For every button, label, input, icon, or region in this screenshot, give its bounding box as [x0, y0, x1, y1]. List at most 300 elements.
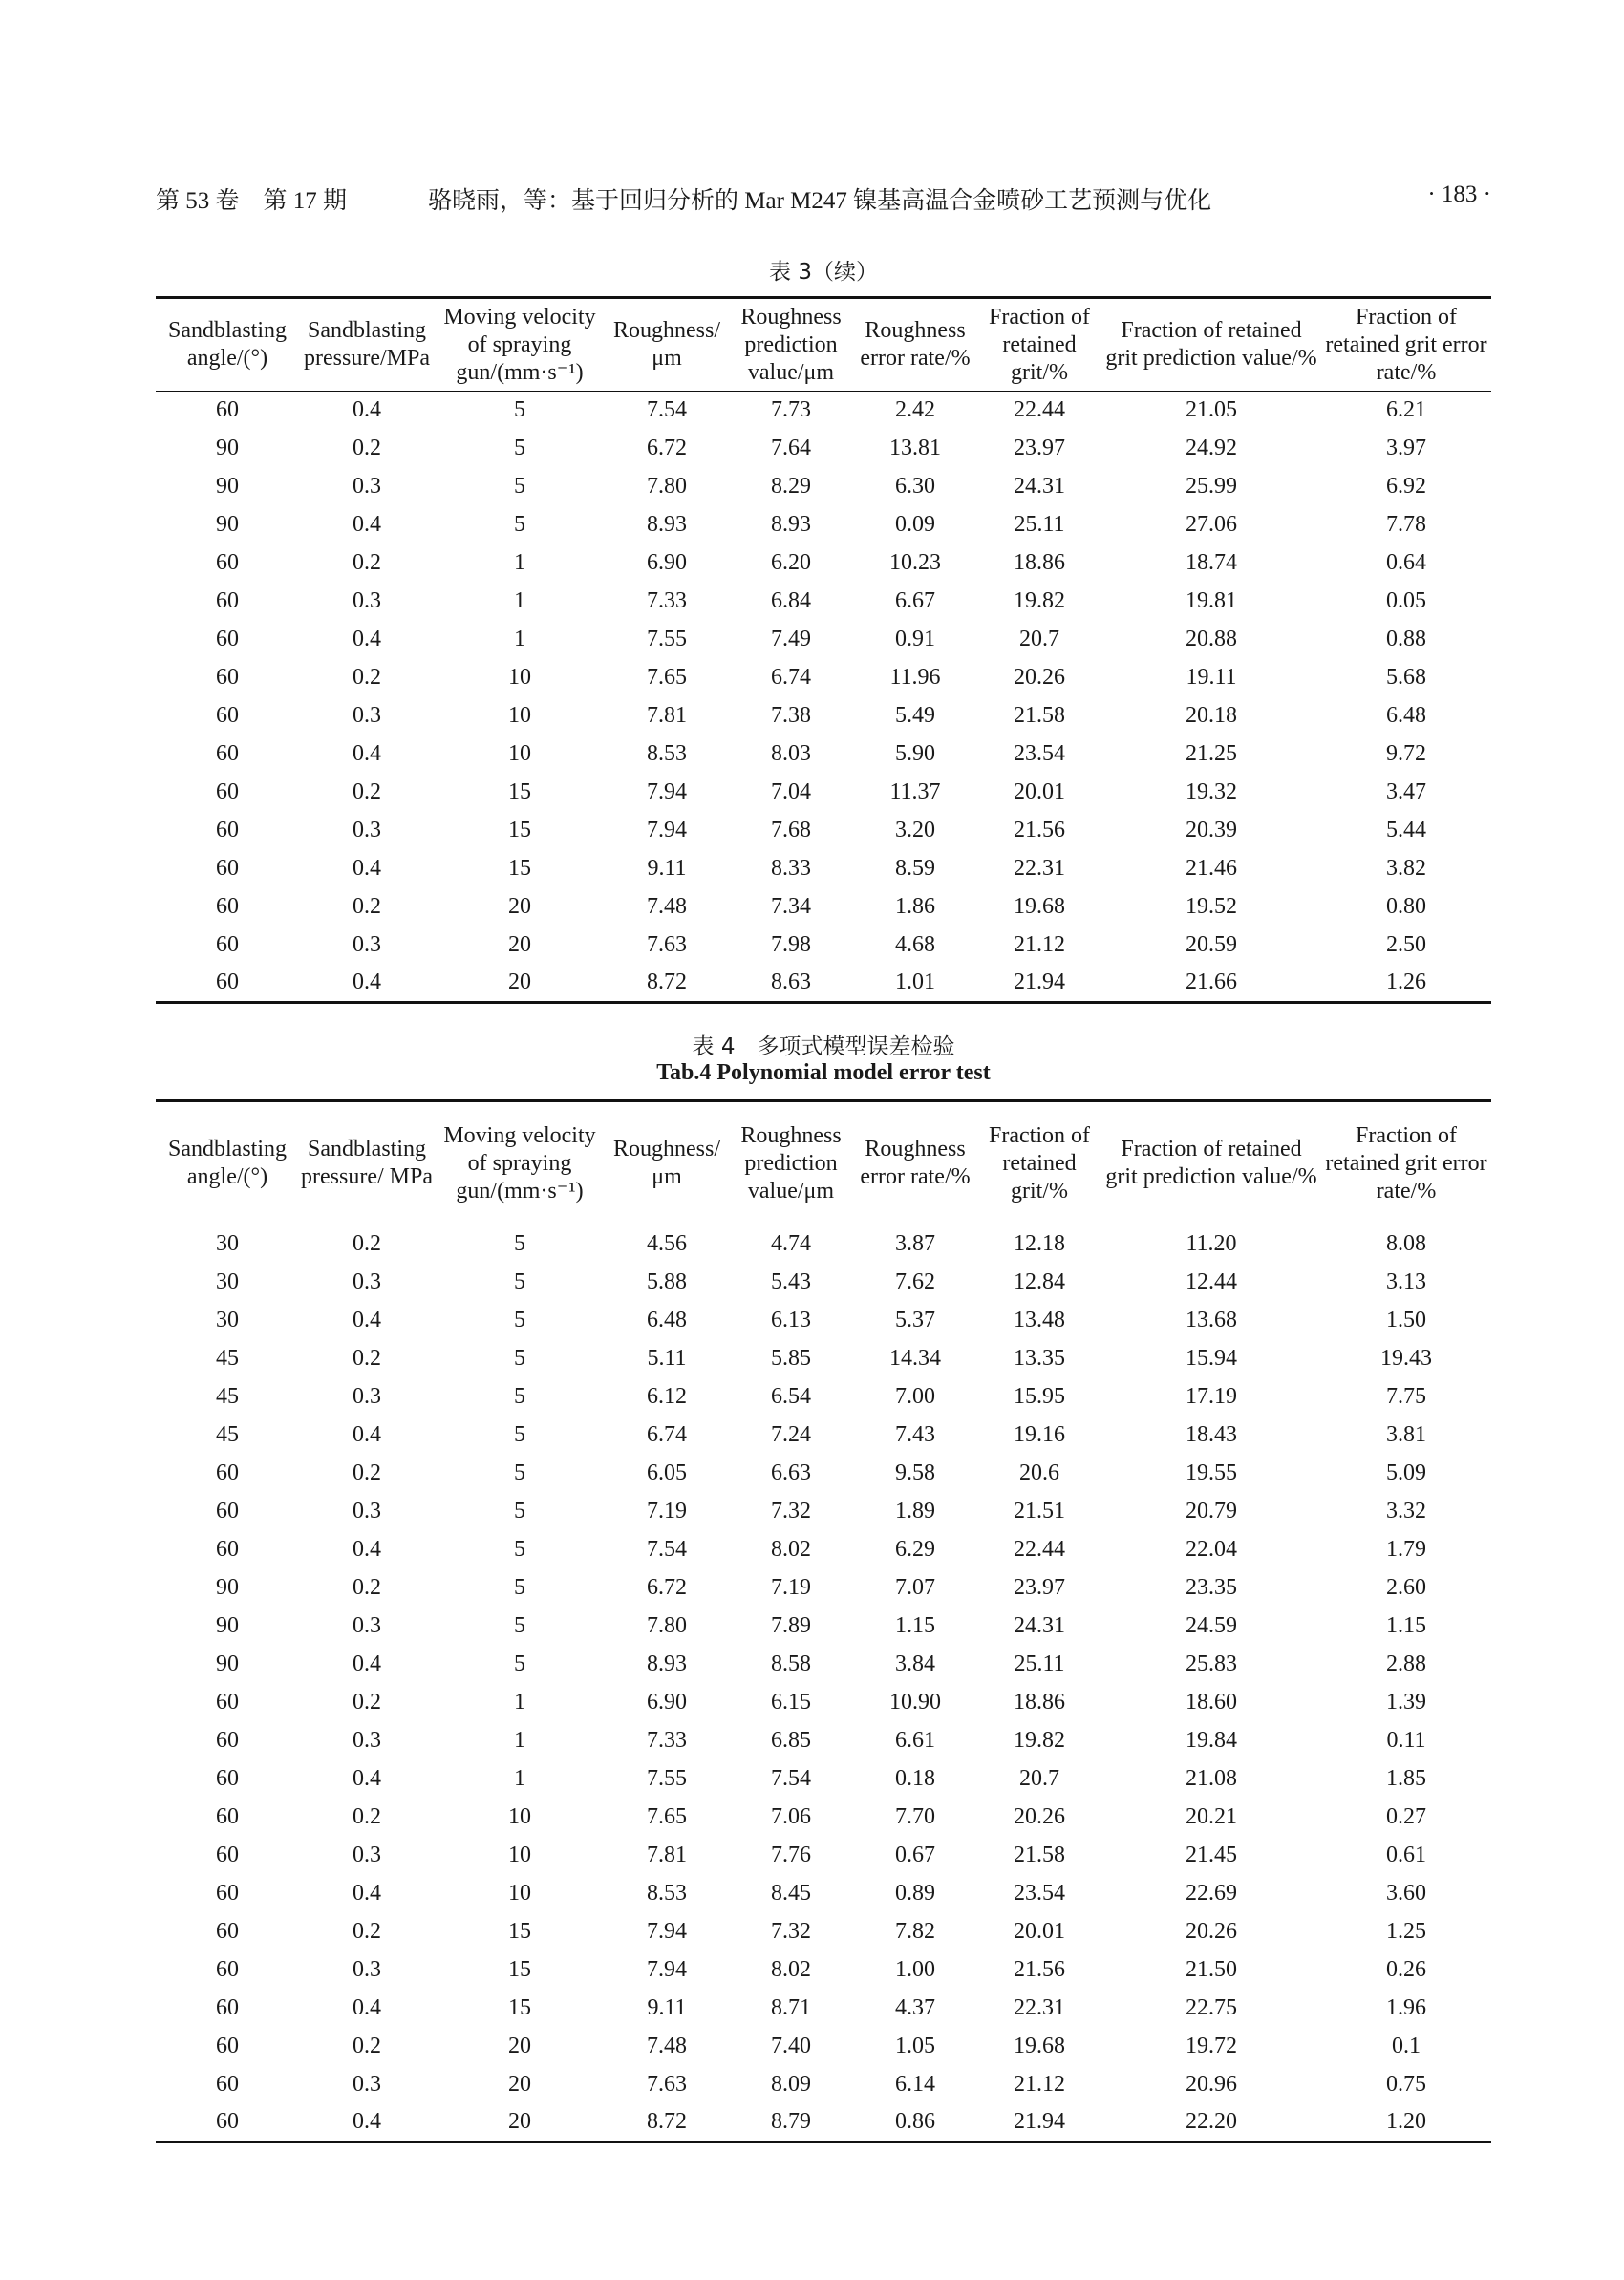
- table-cell: 5.11: [647, 1346, 687, 1371]
- table4-column-header: Sandblasting angle/(°): [168, 1137, 287, 1189]
- table-cell: 6.90: [647, 550, 687, 575]
- table-cell: 25.99: [1186, 474, 1237, 499]
- table-cell: 12.44: [1186, 1269, 1237, 1294]
- table-cell: 18.86: [1014, 1690, 1065, 1715]
- table-cell: 24.59: [1186, 1613, 1237, 1638]
- table-cell: 60: [216, 665, 239, 690]
- table-cell: 8.93: [647, 512, 687, 537]
- table-cell: 20: [508, 2072, 531, 2097]
- table-cell: 6.15: [771, 1690, 811, 1715]
- table-cell: 0.86: [895, 2109, 935, 2135]
- table-cell: 0.67: [895, 1843, 935, 1867]
- table-cell: 6.30: [895, 474, 935, 499]
- table3-column-header: Roughness error rate/%: [860, 318, 971, 371]
- table-cell: 21.56: [1014, 818, 1065, 842]
- table-cell: 21.05: [1186, 397, 1237, 423]
- table-cell: 7.19: [647, 1499, 687, 1524]
- table-row: [156, 1455, 1491, 1493]
- table-row: [156, 430, 1491, 468]
- table-cell: 5: [514, 474, 525, 499]
- table-cell: 60: [216, 856, 239, 881]
- table-cell: 19.84: [1186, 1728, 1237, 1753]
- table-cell: 15: [508, 1957, 531, 1982]
- table-cell: 5: [514, 1231, 525, 1257]
- table-cell: 1.05: [895, 2034, 935, 2058]
- table-cell: 0.4: [353, 2109, 381, 2135]
- table-cell: 27.06: [1186, 512, 1237, 537]
- table-cell: 1.39: [1386, 1690, 1426, 1715]
- table-cell: 5: [514, 1422, 525, 1447]
- table-cell: 5.90: [895, 741, 935, 766]
- table-cell: 4.56: [647, 1231, 687, 1257]
- table-cell: 0.18: [895, 1766, 935, 1791]
- table-cell: 0.2: [353, 436, 381, 460]
- table-cell: 7.94: [647, 818, 687, 842]
- table-cell: 0.3: [353, 818, 381, 842]
- table-row: [156, 468, 1491, 506]
- table-cell: 8.53: [647, 1881, 687, 1906]
- table-cell: 60: [216, 703, 239, 728]
- table-cell: 0.91: [895, 627, 935, 651]
- table3-column-header: Fraction of retained grit/%: [989, 304, 1090, 385]
- table-cell: 5.49: [895, 703, 935, 728]
- table-row: [156, 506, 1491, 544]
- table-cell: 15: [508, 856, 531, 881]
- table-cell: 21.12: [1014, 2072, 1065, 2097]
- table-cell: 19.81: [1186, 588, 1237, 613]
- table-cell: 4.68: [895, 932, 935, 957]
- table-cell: 7.54: [647, 1537, 687, 1562]
- table-cell: 7.19: [771, 1575, 811, 1600]
- table-cell: 0.4: [353, 1308, 381, 1332]
- table-cell: 22.20: [1186, 2109, 1237, 2135]
- table-cell: 1.86: [895, 894, 935, 919]
- table-cell: 21.56: [1014, 1957, 1065, 1982]
- table-cell: 60: [216, 1881, 239, 1906]
- table4-header: [156, 1101, 1491, 1225]
- table-cell: 23.54: [1014, 741, 1065, 766]
- table-cell: 19.11: [1186, 665, 1237, 690]
- table-cell: 1.79: [1386, 1537, 1426, 1562]
- table3-column-header: Moving velocity of spraying gun/(mm·s⁻¹): [443, 304, 596, 385]
- table-cell: 0.2: [353, 1231, 381, 1257]
- table-cell: 10: [508, 665, 531, 690]
- table-cell: 60: [216, 588, 239, 613]
- table-cell: 0.4: [353, 856, 381, 881]
- table-cell: 9.11: [647, 856, 687, 881]
- table-cell: 20.26: [1014, 1804, 1065, 1829]
- table-cell: 20.88: [1186, 627, 1237, 651]
- table-cell: 60: [216, 1766, 239, 1791]
- table-cell: 60: [216, 1957, 239, 1982]
- table-cell: 15.94: [1186, 1346, 1237, 1371]
- table-cell: 60: [216, 397, 239, 423]
- table-cell: 7.94: [647, 779, 687, 804]
- table-cell: 15: [508, 1995, 531, 2020]
- table-cell: 0.3: [353, 1728, 381, 1753]
- table-cell: 0.4: [353, 1766, 381, 1791]
- table-cell: 8.93: [647, 1651, 687, 1676]
- table-cell: 6.29: [895, 1537, 935, 1562]
- table-cell: 0.80: [1386, 894, 1426, 919]
- table-cell: 22.04: [1186, 1537, 1237, 1562]
- table-cell: 5: [514, 1499, 525, 1524]
- table-cell: 60: [216, 1537, 239, 1562]
- table-cell: 0.3: [353, 2072, 381, 2097]
- table-cell: 7.07: [895, 1575, 935, 1600]
- table-cell: 0.2: [353, 1346, 381, 1371]
- table-cell: 21.51: [1014, 1499, 1065, 1524]
- table-cell: 6.72: [647, 1575, 687, 1600]
- table-cell: 3.60: [1386, 1881, 1426, 1906]
- table-row: [156, 2066, 1491, 2104]
- table-cell: 24.92: [1186, 436, 1237, 460]
- table4-column-header: Roughness/ μm: [612, 1137, 720, 1189]
- running-header: [156, 178, 1491, 224]
- table-cell: 6.72: [647, 436, 687, 460]
- table-cell: 24.31: [1014, 1613, 1065, 1638]
- table-cell: 13.81: [889, 436, 941, 460]
- table-cell: 7.40: [771, 2034, 811, 2058]
- table-cell: 3.84: [895, 1651, 935, 1676]
- table-cell: 7.55: [647, 627, 687, 651]
- table-cell: 19.72: [1186, 2034, 1237, 2058]
- table-row: [156, 697, 1491, 735]
- table-cell: 7.80: [647, 474, 687, 499]
- table-cell: 6.90: [647, 1690, 687, 1715]
- table-cell: 1.15: [895, 1613, 935, 1638]
- table-cell: 13.48: [1014, 1308, 1065, 1332]
- table-cell: 20: [508, 2109, 531, 2135]
- table-cell: 7.54: [647, 397, 687, 423]
- table-cell: 60: [216, 894, 239, 919]
- table-cell: 1: [514, 1766, 525, 1791]
- table-cell: 1.96: [1386, 1995, 1426, 2020]
- table-cell: 5: [514, 1269, 525, 1294]
- table4-column-header: Fraction of retained grit prediction value/%: [1105, 1137, 1317, 1189]
- table-cell: 60: [216, 1728, 239, 1753]
- table-cell: 60: [216, 970, 239, 995]
- table-cell: 15: [508, 818, 531, 842]
- table-cell: 5.88: [647, 1269, 687, 1294]
- table-cell: 7.98: [771, 932, 811, 957]
- table-cell: 60: [216, 932, 239, 957]
- table-cell: 8.02: [771, 1537, 811, 1562]
- table-cell: 22.69: [1186, 1881, 1237, 1906]
- table-cell: 11.20: [1186, 1231, 1237, 1257]
- table-cell: 1: [514, 588, 525, 613]
- table-cell: 90: [216, 1575, 239, 1600]
- table4-caption-en: Tab.4 Polynomial model error test: [656, 1060, 991, 1085]
- table-cell: 8.59: [895, 856, 935, 881]
- table-cell: 1: [514, 550, 525, 575]
- table4-body: [156, 1225, 1491, 2142]
- table-cell: 20.01: [1014, 779, 1065, 804]
- table-cell: 0.3: [353, 1269, 381, 1294]
- table-cell: 60: [216, 1690, 239, 1715]
- table-cell: 1: [514, 627, 525, 651]
- table-cell: 5: [514, 1384, 525, 1409]
- table4: [156, 1099, 1491, 2143]
- table-cell: 0.4: [353, 627, 381, 651]
- table-cell: 2.42: [895, 397, 935, 423]
- table-cell: 20: [508, 932, 531, 957]
- table-row: [156, 927, 1491, 965]
- table-cell: 10: [508, 1804, 531, 1829]
- table-cell: 5: [514, 1575, 525, 1600]
- table-cell: 6.48: [647, 1308, 687, 1332]
- table-cell: 7.82: [895, 1919, 935, 1944]
- table-cell: 23.54: [1014, 1881, 1065, 1906]
- table-cell: 0.3: [353, 1499, 381, 1524]
- table-cell: 22.44: [1014, 397, 1065, 423]
- table-cell: 1.15: [1386, 1613, 1426, 1638]
- table-cell: 25.11: [1014, 1651, 1065, 1676]
- table-cell: 3.47: [1386, 779, 1426, 804]
- table4-column-header: Roughness error rate/%: [860, 1137, 971, 1189]
- table-cell: 60: [216, 627, 239, 651]
- table-cell: 10.23: [889, 550, 941, 575]
- table-row: [156, 583, 1491, 621]
- table-cell: 3.32: [1386, 1499, 1426, 1524]
- table-cell: 19.16: [1014, 1422, 1065, 1447]
- table-cell: 21.25: [1186, 741, 1237, 766]
- table3-column-header: Roughness prediction value/μm: [740, 304, 842, 385]
- table-cell: 21.58: [1014, 1843, 1065, 1867]
- table3-column-header: Roughness/ μm: [612, 318, 720, 371]
- table-cell: 6.84: [771, 588, 811, 613]
- table-cell: 1: [514, 1690, 525, 1715]
- table-cell: 8.33: [771, 856, 811, 881]
- table-cell: 7.34: [771, 894, 811, 919]
- table-cell: 1.50: [1386, 1308, 1426, 1332]
- table-row: [156, 2028, 1491, 2066]
- table-cell: 7.38: [771, 703, 811, 728]
- table-row: [156, 2104, 1491, 2142]
- table-row: [156, 1608, 1491, 1646]
- table4-column-header: Fraction of retained grit error rate/%: [1325, 1122, 1487, 1204]
- table-cell: 15: [508, 779, 531, 804]
- table-cell: 0.3: [353, 932, 381, 957]
- table-cell: 3.97: [1386, 436, 1426, 460]
- table-cell: 19.68: [1014, 894, 1065, 919]
- table-cell: 15.95: [1014, 1384, 1065, 1409]
- table-cell: 0.05: [1386, 588, 1426, 613]
- table-cell: 60: [216, 1460, 239, 1485]
- table-cell: 21.94: [1014, 2109, 1065, 2135]
- table-cell: 5: [514, 1651, 525, 1676]
- table-cell: 0.2: [353, 1460, 381, 1485]
- table-cell: 6.12: [647, 1384, 687, 1409]
- table-cell: 22.44: [1014, 1537, 1065, 1562]
- table-cell: 19.43: [1380, 1346, 1432, 1371]
- table3: [156, 296, 1491, 1004]
- table-cell: 5.09: [1386, 1460, 1426, 1485]
- table-cell: 20.21: [1186, 1804, 1237, 1829]
- table-cell: 7.68: [771, 818, 811, 842]
- table-cell: 7.32: [771, 1499, 811, 1524]
- table-cell: 0.3: [353, 1843, 381, 1867]
- table-cell: 0.4: [353, 1995, 381, 2020]
- table-cell: 7.33: [647, 588, 687, 613]
- table-cell: 0.89: [895, 1881, 935, 1906]
- table-cell: 22.31: [1014, 856, 1065, 881]
- table-cell: 60: [216, 741, 239, 766]
- table-cell: 45: [216, 1346, 239, 1371]
- table-cell: 0.09: [895, 512, 935, 537]
- table-cell: 60: [216, 550, 239, 575]
- table-cell: 9.58: [895, 1460, 935, 1485]
- table-row: [156, 1340, 1491, 1378]
- table-row: [156, 1646, 1491, 1684]
- table3-body: [156, 392, 1491, 1003]
- table-cell: 8.58: [771, 1651, 811, 1676]
- table-cell: 1.85: [1386, 1766, 1426, 1791]
- table-cell: 4.37: [895, 1995, 935, 2020]
- table-cell: 4.74: [771, 1231, 811, 1257]
- running-title: 骆晓雨，等：基于回归分析的 Mar M247 镍基高温合金喷砂工艺预测与优化: [428, 188, 1212, 214]
- table-cell: 20.79: [1186, 1499, 1237, 1524]
- table-row: [156, 1875, 1491, 1913]
- table-cell: 5.85: [771, 1346, 811, 1371]
- table-row: [156, 544, 1491, 583]
- table-cell: 6.85: [771, 1728, 811, 1753]
- table-cell: 7.48: [647, 2034, 687, 2058]
- table3-column-header: Fraction of retained grit prediction value/%: [1105, 318, 1317, 371]
- table-cell: 7.94: [647, 1919, 687, 1944]
- table-cell: 1.89: [895, 1499, 935, 1524]
- table-cell: 3.20: [895, 818, 935, 842]
- table-cell: 7.89: [771, 1613, 811, 1638]
- table-cell: 21.45: [1186, 1843, 1237, 1867]
- table-cell: 8.72: [647, 2109, 687, 2135]
- table4-caption-cn: 表 4 多项式模型误差检验: [692, 1034, 955, 1059]
- table-row: [156, 735, 1491, 774]
- table4-column-header: Fraction of retained grit/%: [989, 1122, 1090, 1204]
- table-cell: 21.08: [1186, 1766, 1237, 1791]
- table-cell: 5.44: [1386, 818, 1426, 842]
- table-cell: 12.18: [1014, 1231, 1065, 1257]
- table-cell: 19.82: [1014, 1728, 1065, 1753]
- table-cell: 0.4: [353, 1537, 381, 1562]
- table-cell: 20.59: [1186, 932, 1237, 957]
- table-cell: 0.2: [353, 2034, 381, 2058]
- table-cell: 6.74: [647, 1422, 687, 1447]
- table-cell: 60: [216, 1919, 239, 1944]
- table-cell: 0.4: [353, 1881, 381, 1906]
- table-cell: 1: [514, 1728, 525, 1753]
- table-row: [156, 1799, 1491, 1837]
- table-row: [156, 1684, 1491, 1722]
- table-cell: 20.26: [1186, 1919, 1237, 1944]
- table-cell: 21.46: [1186, 856, 1237, 881]
- table-cell: 0.61: [1386, 1843, 1426, 1867]
- table-row: [156, 850, 1491, 888]
- table-cell: 6.61: [895, 1728, 935, 1753]
- table-cell: 5.68: [1386, 665, 1426, 690]
- table-cell: 6.14: [895, 2072, 935, 2097]
- table-cell: 13.68: [1186, 1308, 1237, 1332]
- table-cell: 2.50: [1386, 932, 1426, 957]
- table-cell: 60: [216, 818, 239, 842]
- table-cell: 7.00: [895, 1384, 935, 1409]
- table-row: [156, 888, 1491, 927]
- table-cell: 60: [216, 1804, 239, 1829]
- table-cell: 6.05: [647, 1460, 687, 1485]
- table-cell: 8.09: [771, 2072, 811, 2097]
- table-cell: 10: [508, 703, 531, 728]
- table-cell: 6.48: [1386, 703, 1426, 728]
- table-cell: 12.84: [1014, 1269, 1065, 1294]
- table-cell: 5.43: [771, 1269, 811, 1294]
- table-cell: 1.26: [1386, 970, 1426, 995]
- table-cell: 9.72: [1386, 741, 1426, 766]
- table-cell: 90: [216, 436, 239, 460]
- table-cell: 1.00: [895, 1957, 935, 1982]
- table-cell: 25.83: [1186, 1651, 1237, 1676]
- table-row: [156, 1913, 1491, 1951]
- table-cell: 5: [514, 1613, 525, 1638]
- table4-column-header: Roughness prediction value/μm: [740, 1122, 842, 1204]
- table-cell: 0.27: [1386, 1804, 1426, 1829]
- table-cell: 0.2: [353, 1690, 381, 1715]
- table-cell: 7.80: [647, 1613, 687, 1638]
- table3-column-header: Sandblasting angle/(°): [168, 318, 287, 371]
- table-cell: 25.11: [1014, 512, 1065, 537]
- table-cell: 11.96: [889, 665, 941, 690]
- table-cell: 5: [514, 1537, 525, 1562]
- table-cell: 10: [508, 1843, 531, 1867]
- table-cell: 5: [514, 1346, 525, 1371]
- table-row: [156, 659, 1491, 697]
- table-row: [156, 1990, 1491, 2028]
- table-cell: 7.63: [647, 2072, 687, 2097]
- table-cell: 17.19: [1186, 1384, 1237, 1409]
- table-cell: 6.21: [1386, 397, 1426, 423]
- table-cell: 10.90: [889, 1690, 941, 1715]
- table-cell: 5: [514, 512, 525, 537]
- table-cell: 20.96: [1186, 2072, 1237, 2097]
- table-cell: 18.86: [1014, 550, 1065, 575]
- table-cell: 7.55: [647, 1766, 687, 1791]
- table-cell: 21.12: [1014, 932, 1065, 957]
- table-cell: 7.43: [895, 1422, 935, 1447]
- table-cell: 0.3: [353, 1957, 381, 1982]
- table-cell: 2.60: [1386, 1575, 1426, 1600]
- table-cell: 0.75: [1386, 2072, 1426, 2097]
- table3-caption: 表 3（续）: [769, 260, 878, 285]
- table-cell: 8.45: [771, 1881, 811, 1906]
- table-cell: 90: [216, 474, 239, 499]
- table-cell: 7.81: [647, 1843, 687, 1867]
- table-cell: 7.76: [771, 1843, 811, 1867]
- table-cell: 20: [508, 894, 531, 919]
- table-cell: 7.24: [771, 1422, 811, 1447]
- table-cell: 0.3: [353, 1384, 381, 1409]
- table-cell: 7.75: [1386, 1384, 1426, 1409]
- table-cell: 60: [216, 1995, 239, 2020]
- table-cell: 60: [216, 1499, 239, 1524]
- table-cell: 8.29: [771, 474, 811, 499]
- table-cell: 3.87: [895, 1231, 935, 1257]
- table-cell: 0.3: [353, 474, 381, 499]
- table-row: [156, 965, 1491, 1003]
- table-cell: 20.18: [1186, 703, 1237, 728]
- table-cell: 22.31: [1014, 1995, 1065, 2020]
- table-cell: 0.3: [353, 703, 381, 728]
- table-row: [156, 1951, 1491, 1990]
- table-row: [156, 1302, 1491, 1340]
